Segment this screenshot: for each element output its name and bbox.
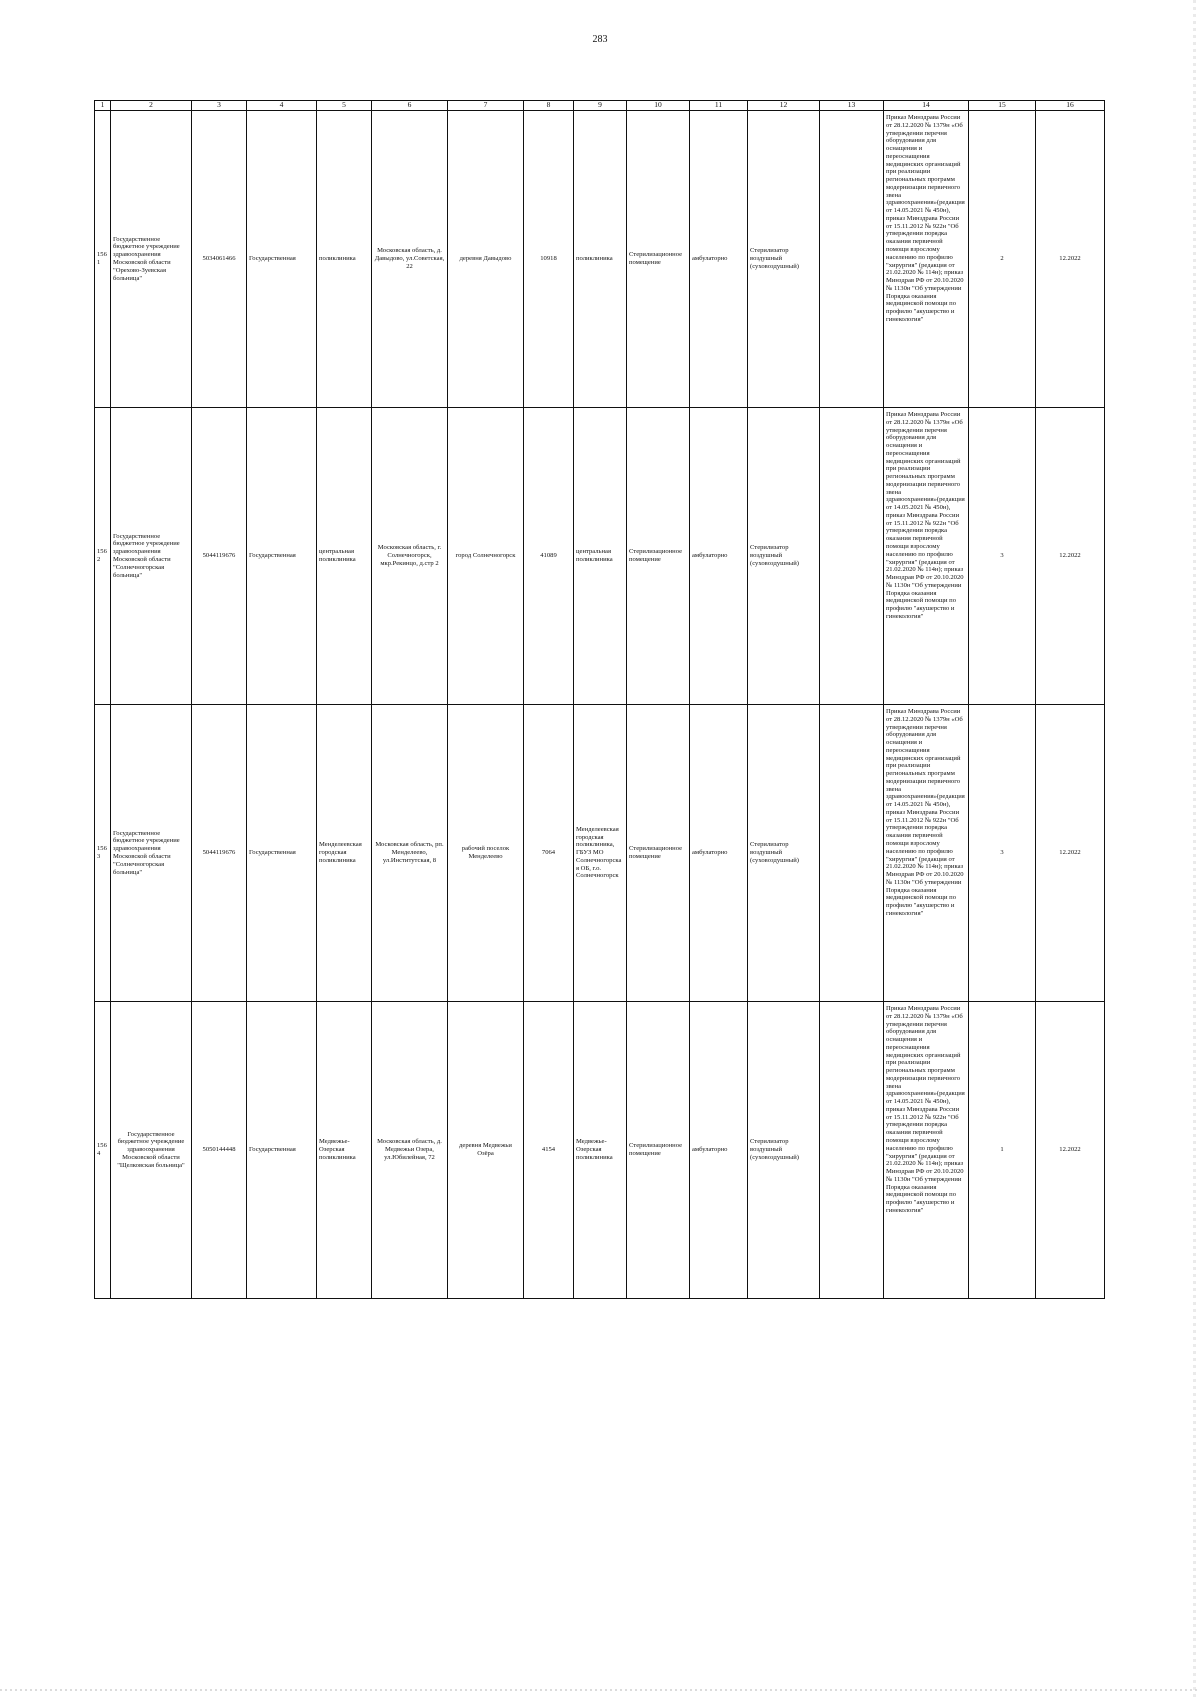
quantity: 1 — [969, 1002, 1036, 1299]
settlement: деревня Медвежьи Озёра — [448, 1002, 524, 1299]
column-header: 16 — [1036, 101, 1105, 111]
organization-name: Государственное бюджетное учреждение здравоохранения Московской области "Солнечногорская больница" — [111, 705, 192, 1002]
column-header: 15 — [969, 101, 1036, 111]
equipment: Стерилизатор воздушный (суховоздушный) — [748, 1002, 820, 1299]
unit-name: Менделеевская городская поликлиника, ГБУЗ МО Солнечногорская ОБ, г.о. Солнечногорск — [574, 705, 627, 1002]
column-header: 12 — [748, 101, 820, 111]
column-header: 2 — [111, 101, 192, 111]
column-header: 5 — [317, 101, 372, 111]
col13-cell — [820, 1002, 884, 1299]
registry-table — [94, 100, 1105, 1299]
column-header: 6 — [372, 101, 448, 111]
settlement: город Солнечногорск — [448, 408, 524, 705]
inn: 5044119676 — [192, 705, 247, 1002]
legal-basis-cell — [884, 1002, 969, 1299]
quantity: 3 — [969, 705, 1036, 1002]
delivery-date: 12.2022 — [1036, 1002, 1105, 1299]
row-number: 1564 — [95, 1002, 111, 1299]
legal-basis-cell — [884, 408, 969, 705]
unit-type: Медвежье-Озерская поликлиника — [317, 1002, 372, 1299]
col13-cell — [820, 111, 884, 408]
legal-basis: Приказ Минздрава России от 28.12.2020 № 1379н «Об утверждении перечня оборудования для оснащения и переоснащения медицинских организаций при реализации региональных программ модернизации первичного звена здравоохранения»(редакция от 14.05.2021 № 450н), приказ Минздрава России от 15.11.2012 № 922н "Об утверждении порядка оказания первичной помощи взрослому населению по профилю "хирургия" (редакция от 21.02.2020 № 114н); приказ Минздрав РФ от 20.10.2020 № 1130н "Об утверждении Порядка оказания медицинской помощи по профилю "акушерство и гинекология" — [886, 1005, 965, 1214]
column-header: 4 — [247, 101, 317, 111]
table-row — [95, 111, 1105, 408]
column-header: 8 — [524, 101, 574, 111]
unit-type: центральная поликлиника — [317, 408, 372, 705]
legal-basis: Приказ Минздрава России от 28.12.2020 № 1379н «Об утверждении перечня оборудования для оснащения и переоснащения медицинских организаций при реализации региональных программ модернизации первичного звена здравоохранения»(редакция от 14.05.2021 № 450н), приказ Минздрава России от 15.11.2012 № 922н "Об утверждении порядка оказания первичной помощи взрослому населению по профилю "хирургия" (редакция от 21.02.2020 № 114н); приказ Минздрав РФ от 20.10.2020 № 1130н "Об утверждении Порядка оказания медицинской помощи по профилю "акушерство и гинекология" — [886, 708, 965, 917]
column-header: 7 — [448, 101, 524, 111]
unit-name: поликлиника — [574, 111, 627, 408]
column-header: 14 — [884, 101, 969, 111]
delivery-date: 12.2022 — [1036, 408, 1105, 705]
row-number: 1562 — [95, 408, 111, 705]
population: 41089 — [524, 408, 574, 705]
organization-name: Государственное бюджетное учреждение здравоохранения Московской области "Орехово-Зуевская больница" — [111, 111, 192, 408]
organization-name: Государственное бюджетное учреждение здравоохранения Московской области "Щелковская больница" — [111, 1002, 192, 1299]
care-conditions: амбулаторно — [690, 111, 748, 408]
unit-type: поликлиника — [317, 111, 372, 408]
legal-basis: Приказ Минздрава России от 28.12.2020 № 1379н «Об утверждении перечня оборудования для оснащения и переоснащения медицинских организаций при реализации региональных программ модернизации первичного звена здравоохранения»(редакция от 14.05.2021 № 450н), приказ Минздрава России от 15.11.2012 № 922н "Об утверждении порядка оказания первичной помощи взрослому населению по профилю "хирургия" (редакция от 21.02.2020 № 114н); приказ Минздрав РФ от 20.10.2020 № 1130н "Об утверждении Порядка оказания медицинской помощи по профилю "акушерство и гинекология" — [886, 114, 965, 323]
table-row — [95, 705, 1105, 1002]
organization-name: Государственное бюджетное учреждение здравоохранения Московской области "Солнечногорская больница" — [111, 408, 192, 705]
table-row — [95, 1002, 1105, 1299]
column-header: 10 — [627, 101, 690, 111]
ownership-form: Государственная — [247, 408, 317, 705]
population: 4154 — [524, 1002, 574, 1299]
room: Стерилизационное помещение — [627, 705, 690, 1002]
ownership-form: Государственная — [247, 705, 317, 1002]
column-header: 13 — [820, 101, 884, 111]
ownership-form: Государственная — [247, 111, 317, 408]
row-number: 1561 — [95, 111, 111, 408]
ownership-form: Государственная — [247, 1002, 317, 1299]
inn: 5034061466 — [192, 111, 247, 408]
settlement: деревня Давыдово — [448, 111, 524, 408]
population: 10918 — [524, 111, 574, 408]
quantity: 3 — [969, 408, 1036, 705]
scan-bottom-artifact — [0, 1689, 1200, 1691]
room: Стерилизационное помещение — [627, 111, 690, 408]
column-header: 3 — [192, 101, 247, 111]
equipment: Стерилизатор воздушный (суховоздушный) — [748, 705, 820, 1002]
scan-edge-artifact — [1193, 0, 1196, 1697]
quantity: 2 — [969, 111, 1036, 408]
column-header: 11 — [690, 101, 748, 111]
care-conditions: амбулаторно — [690, 705, 748, 1002]
inn: 5050144448 — [192, 1002, 247, 1299]
column-number-row — [95, 101, 1105, 111]
page-number: 283 — [592, 34, 608, 45]
equipment: Стерилизатор воздушный (суховоздушный) — [748, 111, 820, 408]
unit-type: Менделеевская городская поликлиника — [317, 705, 372, 1002]
table-row — [95, 408, 1105, 705]
population: 7064 — [524, 705, 574, 1002]
column-header: 1 — [95, 101, 111, 111]
address: Московская область, г. Солнечногорск, мкр.Рекинцо, д.стр 2 — [372, 408, 448, 705]
address: Московская область, рп. Менделеево, ул.Институтская, 8 — [372, 705, 448, 1002]
unit-name: центральная поликлиника — [574, 408, 627, 705]
delivery-date: 12.2022 — [1036, 111, 1105, 408]
inn: 5044119676 — [192, 408, 247, 705]
settlement: рабочий поселок Менделеево — [448, 705, 524, 1002]
room: Стерилизационное помещение — [627, 1002, 690, 1299]
care-conditions: амбулаторно — [690, 1002, 748, 1299]
unit-name: Медвежье-Озерская поликлиника — [574, 1002, 627, 1299]
column-header: 9 — [574, 101, 627, 111]
delivery-date: 12.2022 — [1036, 705, 1105, 1002]
room: Стерилизационное помещение — [627, 408, 690, 705]
legal-basis-cell — [884, 111, 969, 408]
col13-cell — [820, 408, 884, 705]
col13-cell — [820, 705, 884, 1002]
address: Московская область, д. Давыдово, ул.Советская, 22 — [372, 111, 448, 408]
address: Московская область, д. Медвежьи Озера, ул.Юбилейная, 72 — [372, 1002, 448, 1299]
legal-basis: Приказ Минздрава России от 28.12.2020 № 1379н «Об утверждении перечня оборудования для оснащения и переоснащения медицинских организаций при реализации региональных программ модернизации первичного звена здравоохранения»(редакция от 14.05.2021 № 450н), приказ Минздрава России от 15.11.2012 № 922н "Об утверждении порядка оказания первичной помощи взрослому населению по профилю "хирургия" (редакция от 21.02.2020 № 114н); приказ Минздрав РФ от 20.10.2020 № 1130н "Об утверждении Порядка оказания медицинской помощи по профилю "акушерство и гинекология" — [886, 411, 965, 620]
equipment: Стерилизатор воздушный (суховоздушный) — [748, 408, 820, 705]
legal-basis-cell — [884, 705, 969, 1002]
row-number: 1563 — [95, 705, 111, 1002]
care-conditions: амбулаторно — [690, 408, 748, 705]
